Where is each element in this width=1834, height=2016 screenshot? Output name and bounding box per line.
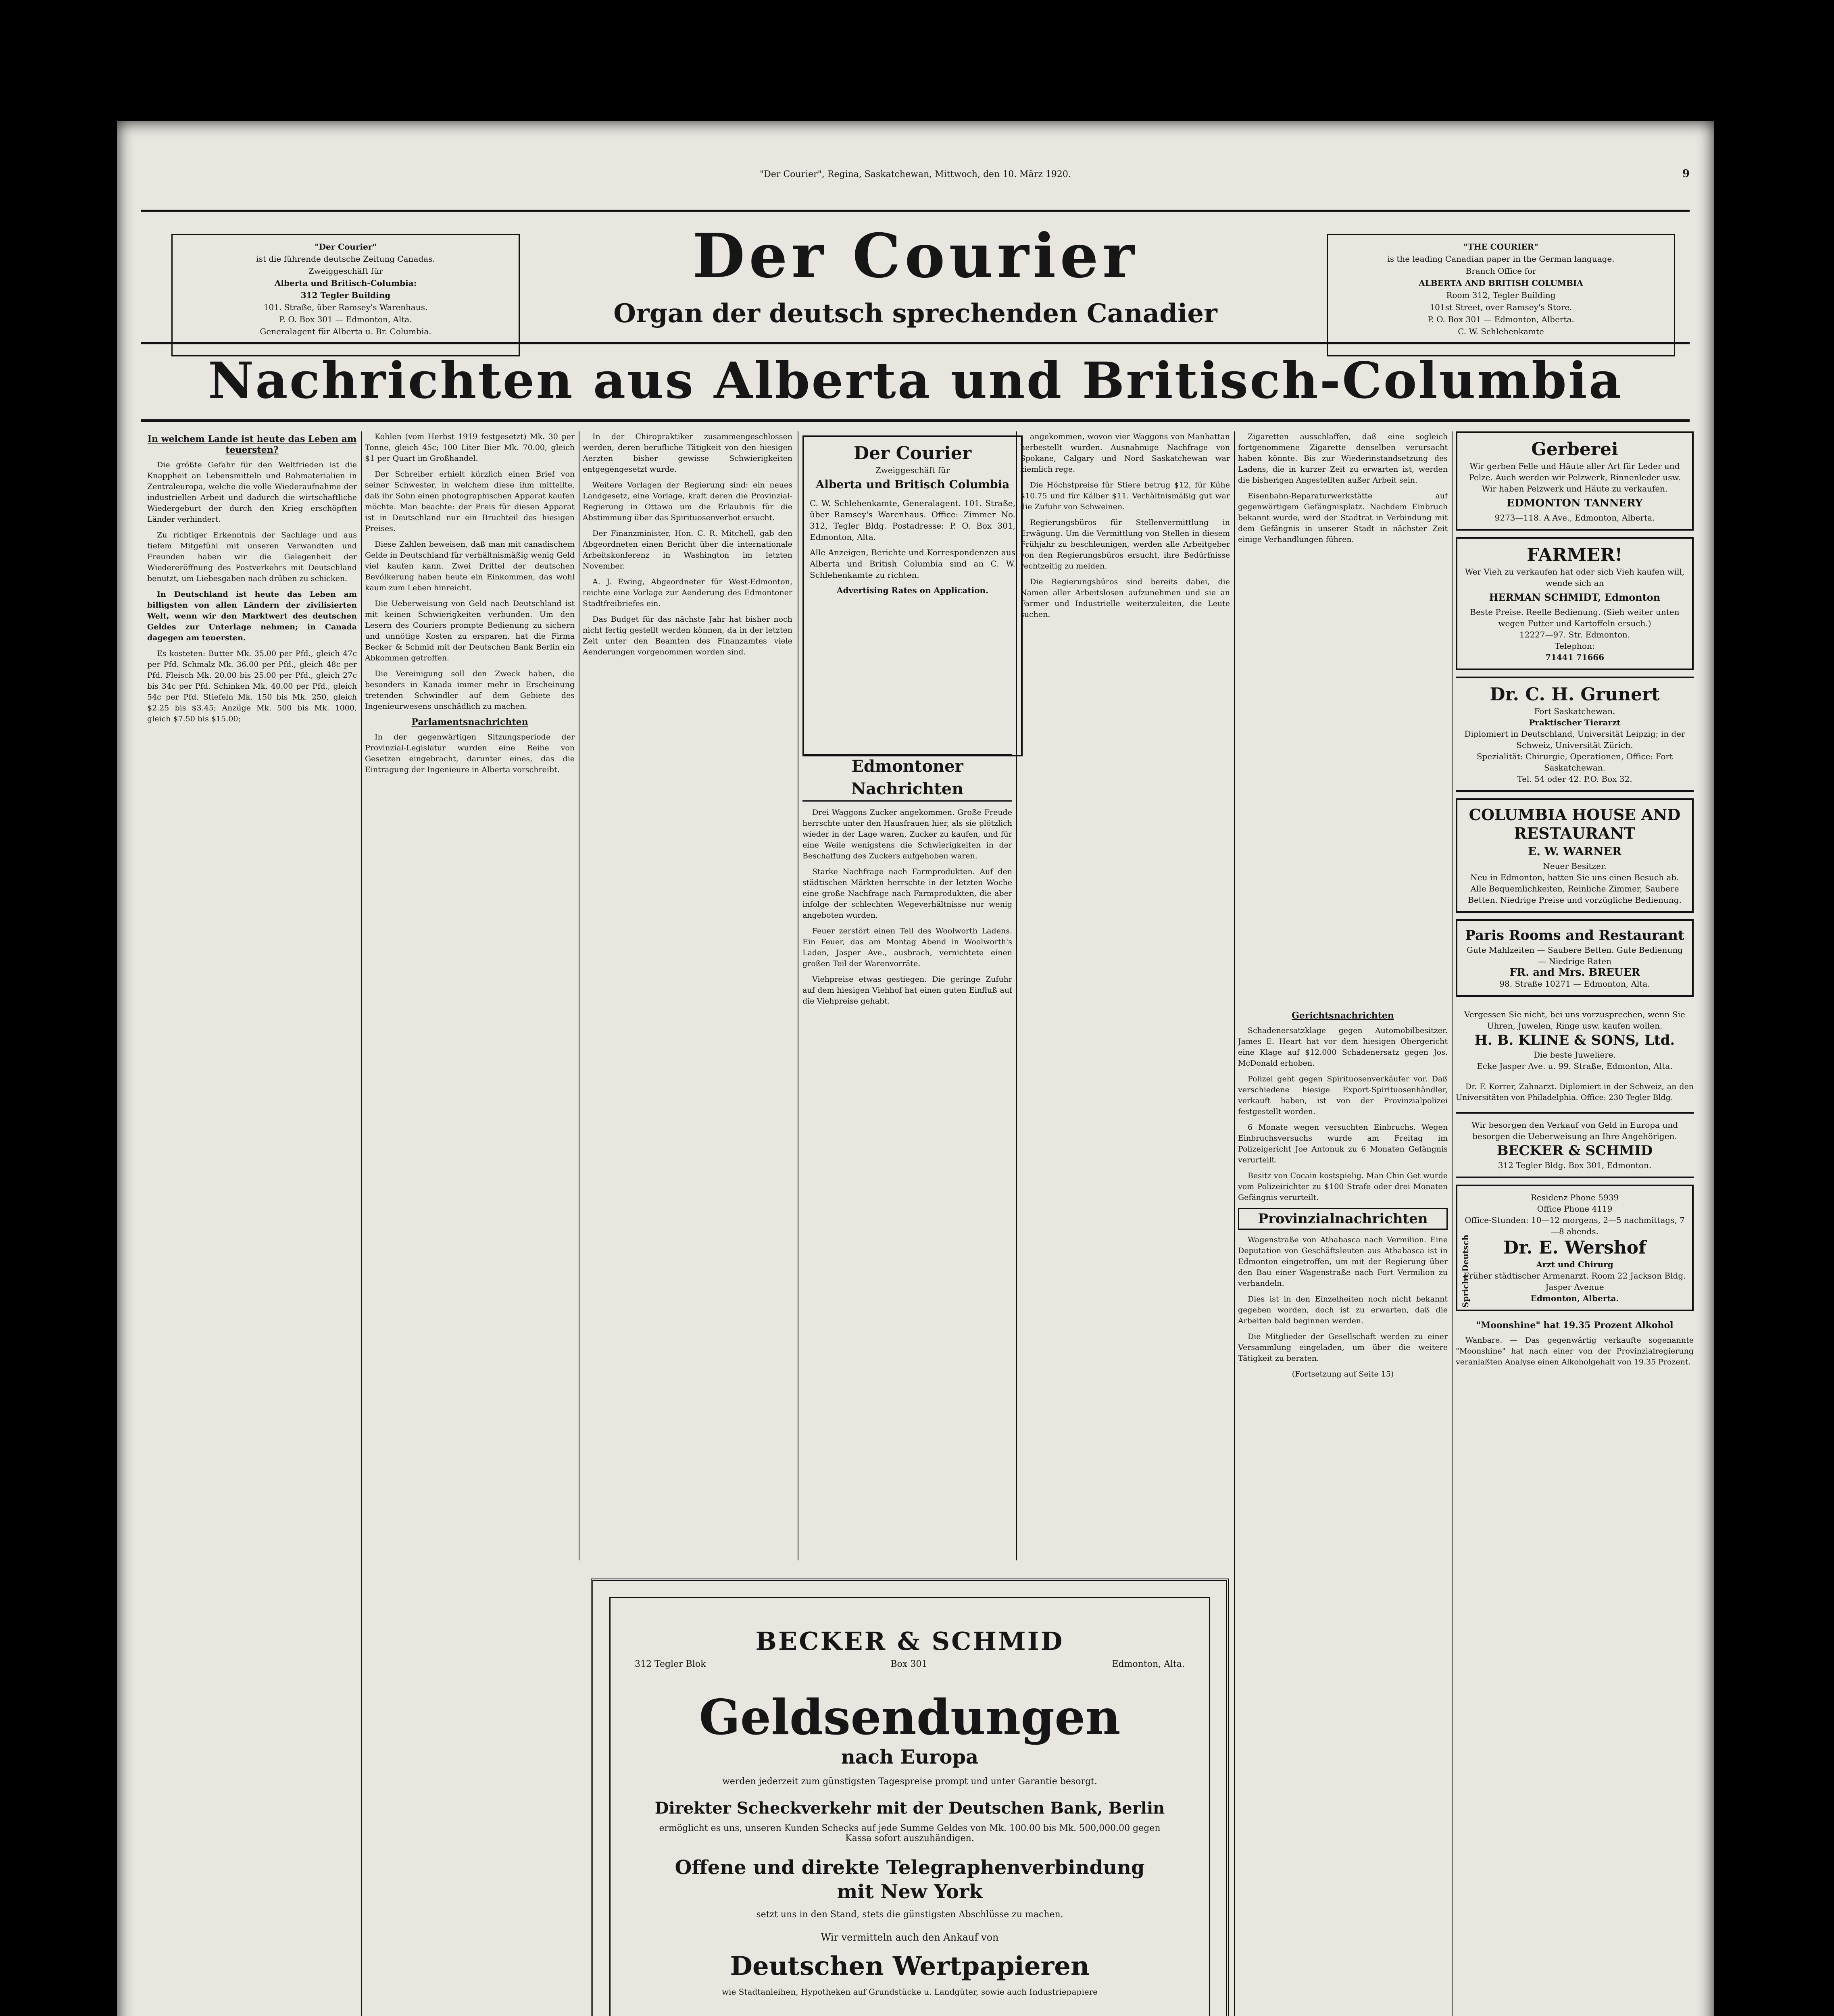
courier-box-body: Alle Anzeigen, Berichte und Korrespondenzen aus Alberta und British Columbia sind an C. W. Schlehenkamte zu richten. [810, 548, 1015, 580]
masthead-rule [141, 342, 1690, 344]
courier-box-details: C. W. Schlehenkamte, Generalagent. 101. Straße, über Ramsey's Warenhaus. Office: Zimmer No. 312, Tegler Bldg. Postadresse: P. O. Box 301, Edmonton, Alta. [810, 498, 1015, 542]
column-6 [1238, 1008, 1448, 2016]
article-paragraph: In der gegenwärtigen Sitzungsperiode der Provinzial-Legislatur wurden eine Reihe von Gesetzen eingebracht, darunter eines, das die Eintragung der Ingenieure in Alberta vorschreibt. [365, 733, 575, 774]
columbia-title: COLUMBIA HOUSE AND RESTAURANT [1469, 806, 1681, 842]
gerberei-name: EDMONTON TANNERY [1507, 497, 1643, 509]
article-paragraph: Dies ist in den Einzelheiten noch nicht bekannt gegeben worden, doch ist zu erwarten, daß die Arbeiten bald beginnen werden. [1238, 1295, 1448, 1325]
masthead-subtitle: Organ der deutsch sprechenden Canadier [613, 298, 1217, 329]
korrer-text: Dr. F. Korrer, Zahnarzt. Diplomiert in der Schweiz, an den Universitäten von Philadelphia. Office: 230 Tegler Bldg. [1456, 1082, 1694, 1102]
grunert-sub: Fort Saskatchewan. [1534, 706, 1615, 716]
article-paragraph: Eisenbahn-Reparaturwerkstätte auf gegenwärtigem Gefängnisplatz. Nachdem Einbruch bekannt wurde, wird der Stadtrat in Verbindung mit dem Gefängnis in unserer Stadt in nächster Zeit einige Verhandlungen führen. [1238, 492, 1448, 544]
article-paragraph: Das Budget für das nächste Jahr hat bisher noch nicht fertig gestellt werden können, da in der letzten Zeit unter den Beamten des Finanzamtes viele Aenderungen vorgenommen worden sind. [583, 615, 792, 656]
farmer-title: FARMER! [1527, 545, 1623, 565]
right-ear-line: Room 312, Tegler Building [1446, 290, 1556, 300]
columbia-text: Neu in Edmonton, hatten Sie uns einen Besuch ab. Alle Bequemlichkeiten, Reinliche Zimmer, Saubere Betten. Niedrige Preise und vorzügliche Bedienung. [1468, 873, 1682, 905]
columbia-house-ad [1456, 798, 1694, 913]
paris-title: Paris Rooms and Restaurant [1465, 927, 1684, 943]
gerberei-title: Gerberei [1531, 439, 1618, 460]
grunert-text: Diplomiert in Deutschland, Universität Leipzig; in der Schweiz, Universität Zürich. [1464, 729, 1685, 750]
wershof-text: Früher städtischer Armenarzt. Room 22 Jackson Bldg. Jasper Avenue [1463, 1271, 1686, 1292]
paris-text: Gute Mahlzeiten — Saubere Betten. Gute Bedienung — Niedrige Raten [1466, 945, 1683, 966]
article-paragraph: Schadenersatzklage gegen Automobilbesitzer. James E. Heart hat vor dem hiesigen Obergericht eine Klage auf $12.000 Schadenersatz gegen Jos. McDonald erhoben. [1238, 1026, 1448, 1068]
farmer-text2: Beste Preise. Reelle Bedienung. (Sieh weiter unten wegen Futter und Kartoffeln ersuch.) [1470, 607, 1680, 628]
column-6-top [1238, 431, 1448, 996]
ad-column [1456, 431, 1694, 2016]
center-ad-line: werden jederzeit zum günstigsten Tagespreise prompt und unter Garantie besorgt. [722, 1776, 1097, 1787]
moonshine-headline: "Moonshine" hat 19.35 Prozent Alkohol [1476, 1320, 1674, 1331]
courier-box-region: Alberta und Britisch Columbia [815, 478, 1010, 491]
center-ad-line: Deutschen Wertpapieren [730, 1951, 1090, 1981]
center-ad-title-sub: nach Europa [841, 1746, 979, 1768]
farmer-name: HERMAN SCHMIDT, Edmonton [1489, 591, 1661, 603]
grunert-spec: Spezialität: Chirurgie, Operationen, Office: Fort Saskatchewan. [1476, 752, 1673, 773]
article-paragraph: Die Höchstpreise für Stiere betrug $12, für Kühe $10.75 und für Kälber $11. Verhältnismäßig gut war die Zufuhr von Schweinen. [1020, 481, 1230, 511]
article-paragraph: Polizei geht gegen Spirituosenverkäufer vor. Daß verschiedene hiesige Export-Spirituosenhändler, verkauft haben, ist von der Provinzialpolizei festgestellt worden. [1238, 1075, 1448, 1116]
article-paragraph: Die größte Gefahr für den Weltfrieden ist die Knappheit an Lebensmitteln und Rohmaterialien in Zentraleuropa, welche die volle Wiederaufnahme der industriellen Arbeit und dadurch die wirtschaftliche Wiedergeburt der durch den Krieg erschöpften Länder verhindert. [147, 460, 357, 524]
column-3 [583, 431, 792, 1552]
continuation-note: (Fortsetzung auf Seite 15) [1292, 1370, 1394, 1379]
farmer-address: 12227—97. Str. Edmonton. [1519, 630, 1630, 639]
column-4 [802, 754, 1012, 1552]
wershof-sub: Arzt und Chirurg [1536, 1260, 1613, 1269]
gerberei-ad [1456, 431, 1694, 531]
wershof-city: Edmonton, Alberta. [1530, 1293, 1619, 1303]
center-ad-line: setzt uns in den Stand, stets die günstigsten Abschlüsse zu machen. [756, 1910, 1063, 1920]
farmer-text: Wer Vieh zu verkaufen hat oder sich Vieh kaufen will, wende sich an [1465, 567, 1685, 588]
top-rule [141, 210, 1690, 212]
article-paragraph: Starke Nachfrage nach Farmprodukten. Auf den städtischen Märkten herrschte in der letzten Woche eine große Nachfrage nach Farmprodukten, die aber infolge der schlechten Wegeverhältnisse nur wenig angeboten wurden. [802, 867, 1012, 920]
center-ad-title: Geldsendungen [699, 1689, 1121, 1746]
article-paragraph: Die Ueberweisung von Geld nach Deutschland ist mit keinen Schwierigkeiten verbunden. Um den Lesern des Couriers prompte Bedienung zu sichern und unnötige Kosten zu ersparen, hat die Firma Becker & Schmid mit der Deutschen Bank Berlin ein Abkommen getroffen. [365, 599, 575, 662]
right-ear-line: "THE COURIER" [1463, 242, 1538, 252]
center-ad-line: Direkter Scheckverkehr mit der Deutschen Bank, Berlin [654, 1799, 1165, 1818]
becker-small-address: 312 Tegler Bldg. Box 301, Edmonton. [1498, 1160, 1652, 1170]
left-ear-box [171, 234, 520, 356]
column-rule [1234, 431, 1235, 2016]
newspaper-page [117, 121, 1714, 2016]
center-ad-line: Wir vermitteln auch den Ankauf von [821, 1932, 999, 1943]
column-rule [361, 431, 362, 2016]
column-rule [1016, 431, 1017, 1560]
article-paragraph: Die Mitglieder der Gesellschaft werden zu einer Versammlung eingeladen, um über die weitere Tätigkeit zu beraten. [1238, 1332, 1448, 1363]
wershof-office-phone: Office Phone 4119 [1537, 1204, 1613, 1214]
article-paragraph: Die Vereinigung soll den Zweck haben, die besonders in Kanada immer mehr in Erscheinung tretenden Schwindler auf dem Gebiete des Ingenieurwesens unschädlich zu machen. [365, 669, 575, 711]
left-ear-line: ist die führende deutsche Zeitung Canadas. [256, 254, 435, 264]
column-rule [1452, 431, 1453, 2016]
left-ear-line: Zweiggeschäft für [308, 266, 383, 276]
article-paragraph: Kohlen (vom Herbst 1919 festgesetzt) Mk. 30 per Tonne, gleich 45c; 100 Liter Bier Mk. 70.00, gleich $1 per Quart im Großhandel. [365, 432, 575, 463]
center-ad-box: Box 301 [890, 1659, 927, 1669]
courier-box-title: Der Courier [853, 443, 972, 464]
farmer-phone-label: Telephon: [1555, 641, 1595, 651]
paris-owners: FR. and Mrs. BREUER [1509, 966, 1640, 979]
kline-sub: Die beste Juweliere. [1534, 1050, 1616, 1060]
wershof-side-note: Spricht Deutsch [1461, 1235, 1470, 1308]
wershof-ad [1456, 1185, 1694, 1311]
masthead-title: Der Courier [692, 221, 1138, 292]
article-paragraph: Der Finanzminister, Hon. C. R. Mitchell, gab den Abgeordneten einen Bericht über die internationale Arbeitskonferenz in Washington im letzten November. [583, 529, 792, 571]
courier-box-sub: Zweiggeschäft für [875, 465, 950, 475]
becker-small-ad [1456, 1112, 1694, 1178]
left-ear-line: Generalagent für Alberta u. Br. Columbia. [260, 327, 431, 336]
paris-address: 98. Straße 10271 — Edmonton, Alta. [1499, 979, 1650, 989]
left-ear-line: Alberta und Britisch-Columbia: [274, 278, 417, 288]
korrer-notice [1456, 1081, 1694, 1108]
article-paragraph: Besitz von Cocain kostspielig. Man Chin Get wurde vom Polizeirichter zu $100 Strafe oder drei Monaten Gefängnis verurteilt. [1238, 1171, 1448, 1202]
center-ad-company: BECKER & SCHMID [755, 1627, 1064, 1656]
left-ear-line: 312 Tegler Building [300, 290, 391, 300]
article-paragraph: Viehpreise etwas gestiegen. Die geringe Zufuhr auf dem hiesigen Viehhof hat einen guten Einfluß auf die Viehpreise gehabt. [802, 975, 1012, 1006]
wershof-title: Dr. E. Wershof [1503, 1237, 1646, 1258]
column-5 [1020, 431, 1230, 1552]
right-ear-line: C. W. Schlehenkamte [1458, 327, 1544, 336]
moonshine-article [1456, 1318, 1694, 1372]
dateline: "Der Courier", Regina, Saskatchewan, Mittwoch, den 10. März 1920. [760, 169, 1071, 179]
center-ad-line: wie Stadtanleihen, Hypotheken auf Grundstücke u. Landgüter, sowie auch Industriepapiere [722, 1987, 1098, 1997]
banner-rule [141, 419, 1690, 422]
right-ear-line: is the leading Canadian paper in the German language. [1387, 254, 1615, 264]
article-paragraph: In der Chiropraktiker zusammengeschlossen werden, deren berufliche Tätigkeit von den hiesigen Aerzten bisher gewisse Schwierigkeiten entgegengesetzt wurde. [583, 432, 792, 474]
gerberei-text: Wir gerben Felle und Häute aller Art für Leder und Pelze. Auch werden wir Pelzwerk, Rinnenleder usw. Wir haben Pelzwerk und Häute zu verkaufen. [1469, 461, 1681, 494]
article-paragraph: angekommen, wovon vier Waggons von Manhattan herbestellt wurden. Ausnahmige Nachfrage von Spokane, Calgary und Nord Saskatchewan war ziemlich rege. [1020, 432, 1230, 474]
center-ad-address: 312 Tegler Blok [635, 1659, 706, 1669]
column-1 [147, 431, 357, 2016]
article-paragraph: Zigaretten ausschlaffen, daß eine sogleich fortgenommene Zigarette denselben verursacht haben könnte. Bis zur Wiederinstandsetzung des Ladens, die in kurzer Zeit zu erwarten ist, werden die bisherigen Angestellten außer Arbeit sein. [1238, 432, 1448, 485]
columbia-owner: E. W. WARNER [1528, 845, 1622, 858]
left-ear-line: P. O. Box 301 — Edmonton, Alta. [279, 314, 412, 324]
grunert-contact: Tel. 54 oder 42. P.O. Box 32. [1517, 774, 1632, 784]
grunert-title: Dr. C. H. Grunert [1490, 684, 1660, 705]
page-number: 9 [1682, 168, 1690, 180]
section-heading: Edmontoner Nachrichten [802, 754, 1012, 802]
kline-pre: Vergessen Sie nicht, bei uns vorzusprechen, wenn Sie Uhren, Juwelen, Ringe usw. kaufen wollen. [1464, 1010, 1685, 1031]
moonshine-text: Wanbare. — Das gegenwärtig verkaufte sogenannte "Moonshine" hat nach einer von der Provinzialregierung veranlaßten Analyse einen Alkoholgehalt von 19.35 Prozent. [1456, 1336, 1694, 1366]
gerberei-address: 9273—118. A Ave., Edmonton, Alberta. [1494, 513, 1655, 523]
wershof-phone: Residenz Phone 5939 [1530, 1193, 1619, 1202]
article-paragraph: Diese Zahlen beweisen, daß man mit canadischem Gelde in Deutschland für verhältnismäßig wenig Geld viel kaufen kann. Zwei Drittel der deutschen Bevölkerung haben heute ein Einkommen, das wohl kaum zum Leben hinreicht. [365, 540, 575, 592]
section-heading: Provinzialnachrichten [1238, 1208, 1448, 1230]
article-paragraph: Drei Waggons Zucker angekommen. Große Freude herrschte unter den Hausfrauen hier, als sie plötzlich wieder in der Lage waren, Zucker zu kaufen, und für eine Weile wenigstens die Schwierigkeiten in der Beschaffung des Zuckers aufgehoben waren. [802, 808, 1012, 860]
becker-small-pre: Wir besorgen den Verkauf von Geld in Europa und besorgen die Ueberweisung an Ihre Angehörigen. [1471, 1120, 1678, 1141]
article-paragraph: Weitere Vorlagen der Regierung sind: ein neues Landgesetz, eine Vorlage, kraft deren die Provinzial-Regierung in Ottawa um die Erlaubnis für die Abstimmung über das Spirituosenverbot ersucht. [583, 481, 792, 522]
geldsendungen-ad [591, 1579, 1229, 2016]
column-2 [365, 431, 575, 2016]
wershof-hours: Office-Stunden: 10—12 morgens, 2—5 nachmittags, 7—8 abends. [1465, 1215, 1685, 1236]
kline-address: Ecke Jasper Ave. u. 99. Straße, Edmonton, Alta. [1477, 1061, 1673, 1071]
right-ear-line: ALBERTA AND BRITISH COLUMBIA [1419, 278, 1583, 288]
section-heading: Gerichtsnachrichten [1292, 1010, 1394, 1021]
section-banner: Nachrichten aus Alberta und Britisch-Columbia [208, 352, 1623, 410]
left-ear-line: "Der Courier" [315, 242, 377, 252]
article-paragraph: Es kosteten: Butter Mk. 35.00 per Pfd., gleich 47c per Pfd. Schmalz Mk. 36.00 per Pfd., gleich 48c per Pfd. Fleisch Mk. 20.00 bis 25.00 per Pfd., gleich 27c bis 34c per Pfd. Schinken Mk. 40.00 per Pfd., gleich 54c per Pfd. Stiefeln Mk. 150 bis Mk. 250, gleich $2.25 bis $3.45; Anzüge Mk. 500 bis Mk. 1000, gleich $7.50 bis $15.00; [147, 649, 357, 723]
becker-small-title: BECKER & SCHMID [1496, 1143, 1653, 1159]
article-paragraph: In Deutschland ist heute das Leben am billigsten von allen Ländern der zivilisierten Welt, wenn wir den Marktwert des deutschen Geldes zur Unterlage nehmen; in Canada dagegen am teuersten. [147, 590, 357, 642]
farmer-phones: 71441 71666 [1545, 652, 1605, 662]
article-headline: In welchem Lande ist heute das Leben am teuersten? [147, 434, 357, 455]
kline-ad [1456, 1003, 1694, 1077]
kline-title: H. B. KLINE & SONS, Ltd. [1474, 1032, 1675, 1048]
center-ad-line: ermöglicht es uns, unseren Kunden Schecks auf jede Summe Geldes von Mk. 100.00 bis Mk. 500,000.00 gegen Kassa sofort auszuhändigen. [659, 1823, 1161, 1843]
article-paragraph: Die Regierungsbüros sind bereits dabei, die Namen aller Arbeitslosen aufzunehmen und sie an Farmer und Industrielle weiterzuleiten, die Leute suchen. [1020, 577, 1230, 619]
right-ear-line: 101st Street, over Ramsey's Store. [1430, 302, 1572, 312]
article-paragraph: Wagenstraße von Athabasca nach Vermilion. Eine Deputation von Geschäftsleuten aus Athabasca ist in Edmonton eingetroffen, um mit der Regierung über den Bau einer Wagenstraße nach Fort Vermilion zu verhandeln. [1238, 1235, 1448, 1288]
section-heading: Parlamentsnachrichten [411, 717, 528, 727]
grunert-ad [1456, 677, 1694, 792]
right-ear-line: Branch Office for [1465, 266, 1536, 276]
farmer-ad [1456, 537, 1694, 670]
left-ear-line: 101. Straße, über Ramsey's Warenhaus. [263, 302, 428, 312]
article-paragraph: Feuer zerstört einen Teil des Woolworth Ladens. Ein Feuer, das am Montag Abend in Woolworth's Laden, Jasper Ave., ausbrach, vernichtete einen großen Teil der Warenvorräte. [802, 927, 1012, 968]
article-paragraph: Zu richtiger Erkenntnis der Sachlage und aus tiefem Mitgefühl mit unseren Verwandten und Freunden haben wir die Gelegenheit der Wiedereröffnung des Postverkehrs mit Deutschland benutzt, um Liebesgaben nach drüben zu schicken. [147, 531, 357, 583]
article-paragraph: 6 Monate wegen versuchten Einbruchs. Wegen Einbruchsversuchs wurde am Freitag im Polizeigericht Joe Antonuk zu 6 Monaten Gefängnis verurteilt. [1238, 1123, 1448, 1164]
paris-rooms-ad [1456, 919, 1694, 997]
right-ear-box [1327, 234, 1675, 356]
article-paragraph: A. J. Ewing, Abgeordneter für West-Edmonton, reichte eine Vorlage zur Aenderung des Edmontoner Stadtfreibriefes ein. [583, 577, 792, 608]
article-paragraph: Der Schreiber erhielt kürzlich einen Brief von seiner Schwester, in welchem diese ihm mitteilte, daß ihr Sohn einen photographischen Apparat kaufen möchte. Man beachte: der Preis für diesen Apparat ist in Deutschland nur ein Bruchteil des hiesigen Preises. [365, 470, 575, 533]
courier-info-box [802, 435, 1023, 756]
article-paragraph: Regierungsbüros für Stellenvermittlung in Erwägung. Um die Vermittlung von Stellen in diesem Frühjahr zu beschleunigen, werden alle Arbeitgeber von den Regierungsbüros ersucht, ihre Bedürfnisse rechtzeitig zu melden. [1020, 518, 1230, 571]
right-ear-line: P. O. Box 301 — Edmonton, Alberta. [1428, 314, 1574, 324]
grunert-role: Praktischer Tierarzt [1529, 718, 1621, 727]
center-ad-line: Offene und direkte Telegraphenverbindung mit New York [675, 1856, 1145, 1903]
center-ad-city: Edmonton, Alta. [1112, 1659, 1185, 1669]
courier-box-footer: Advertising Rates on Application. [836, 585, 989, 595]
columbia-sub: Neuer Besitzer. [1543, 861, 1607, 871]
